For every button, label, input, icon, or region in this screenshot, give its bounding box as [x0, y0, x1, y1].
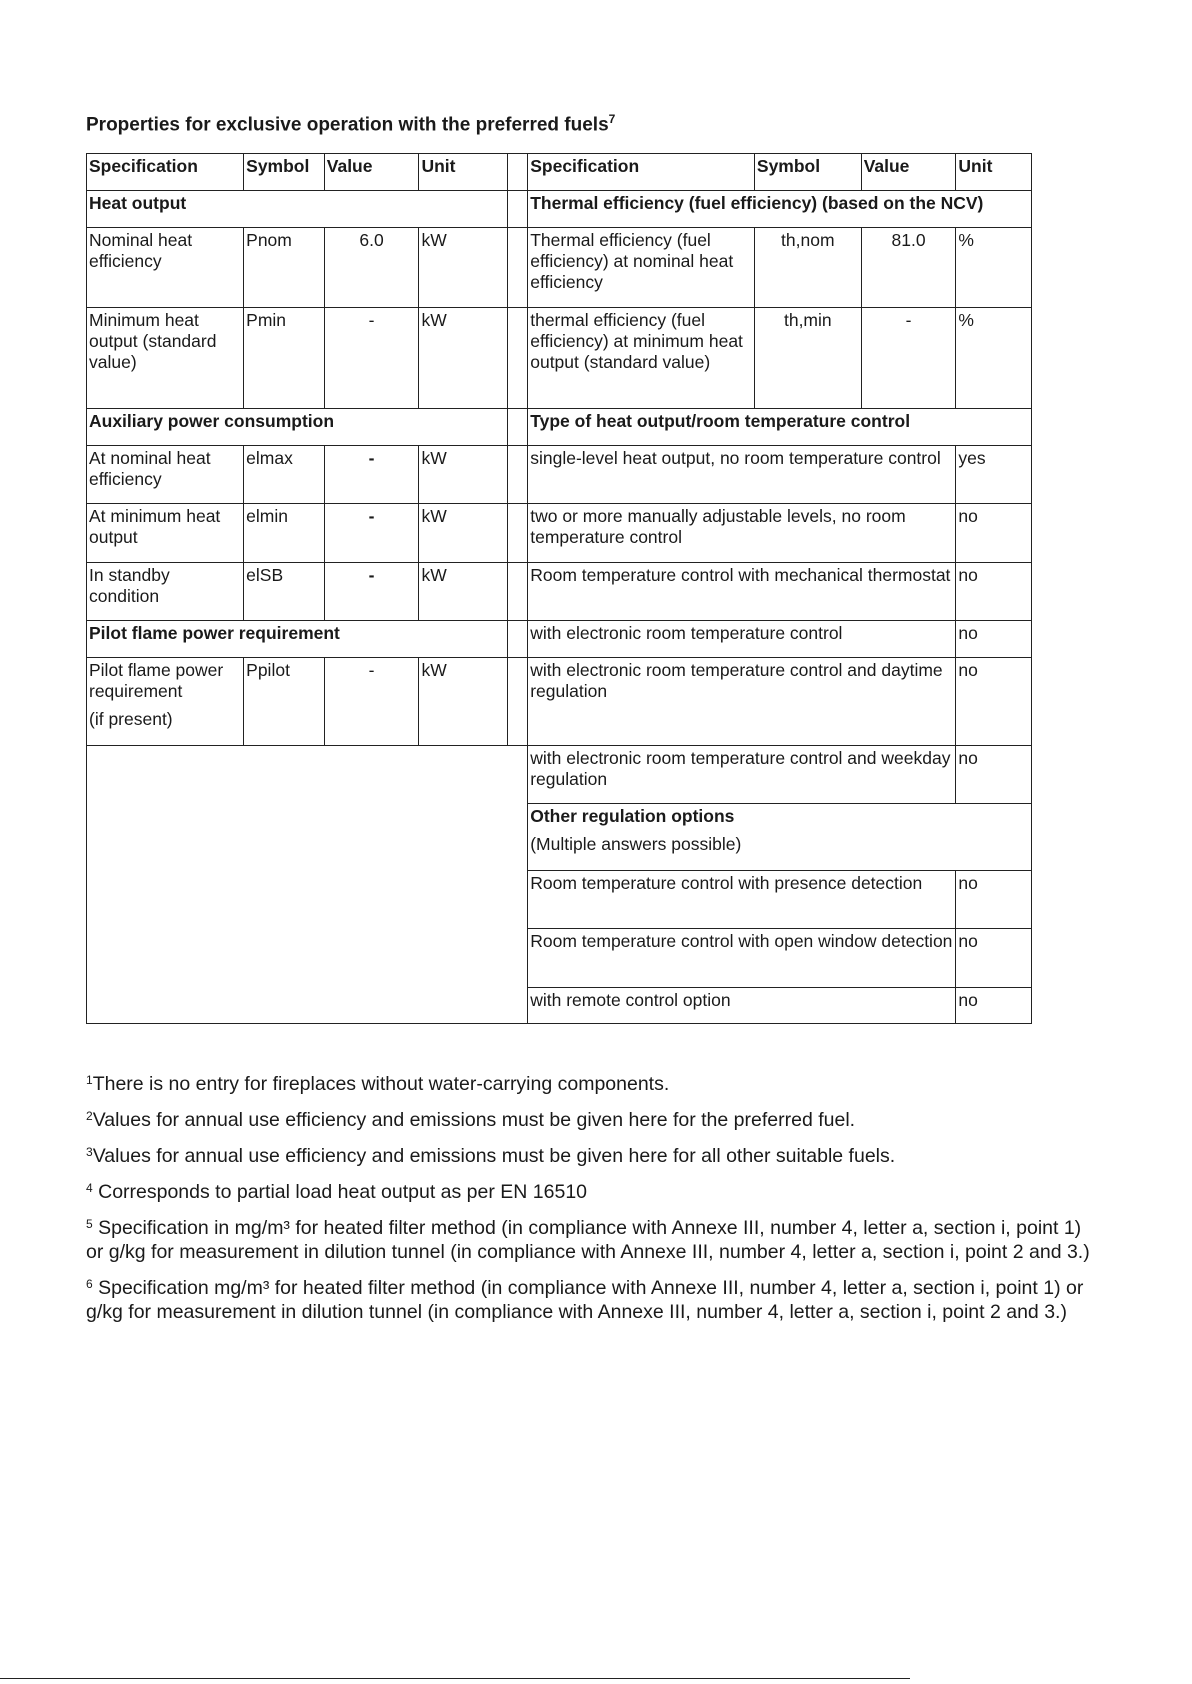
section-heat-output: Heat output [87, 191, 508, 228]
section-room-temperature-control: Type of heat output/room temperature control [528, 409, 1032, 446]
header-specification: Specification [87, 154, 244, 191]
column-gap [508, 504, 528, 563]
spec-cell: In standby condition [87, 563, 244, 621]
unit-cell: kW [419, 308, 508, 409]
control-option-label: with electronic room temperature control and daytime regulation [528, 658, 956, 746]
control-option-value: no [956, 504, 1032, 563]
section-pilot-flame: Pilot flame power requirement [87, 621, 508, 658]
footnote-number: 1 [86, 1073, 93, 1087]
footnote-number: 3 [86, 1145, 93, 1159]
control-option-value: no [956, 563, 1032, 621]
control-option-value: no [956, 746, 1032, 804]
column-gap [508, 228, 528, 308]
control-option-label: with remote control option [528, 988, 956, 1024]
control-option-label: Room temperature control with presence detection [528, 871, 956, 929]
control-option-value: no [956, 929, 1032, 988]
spec-cell: Thermal efficiency (fuel efficiency) at nominal heat efficiency [528, 228, 755, 308]
symbol-cell: th,nom [754, 228, 861, 308]
value-cell: 6.0 [324, 228, 419, 308]
control-option-label: two or more manually adjustable levels, no room temperature control [528, 504, 956, 563]
control-option-label: with electronic room temperature control [528, 621, 956, 658]
other-options-title: Other regulation options [530, 806, 735, 826]
footnote [86, 1212, 1096, 1264]
footnote [86, 1272, 1096, 1324]
unit-cell: kW [419, 446, 508, 504]
symbol-cell: th,min [754, 308, 861, 409]
table-header-row [87, 154, 1032, 191]
column-gap [508, 308, 528, 409]
footnote [86, 1068, 1096, 1096]
properties-table [86, 153, 1032, 1024]
other-regulation-options [528, 804, 1032, 871]
value-cell: - [861, 308, 956, 409]
footnote-ref: 7 [608, 112, 616, 126]
symbol-cell: Pnom [244, 228, 325, 308]
footnote [86, 1176, 1096, 1204]
control-option-value: no [956, 621, 1032, 658]
value-cell: - [324, 563, 419, 621]
control-option-label: Room temperature control with open window detection [528, 929, 956, 988]
other-options-note: (Multiple answers possible) [530, 834, 742, 854]
control-option-label: with electronic room temperature control and weekday regulation [528, 746, 956, 804]
table-row [87, 228, 1032, 308]
column-gap [508, 154, 528, 191]
section-auxiliary-power: Auxiliary power consumption [87, 409, 508, 446]
footnote [86, 1140, 1096, 1168]
footnotes [86, 1068, 1096, 1332]
footnote-text: Values for annual use efficiency and emissions must be given here for all other suitable fuels. [92, 1145, 896, 1167]
header-value: Value [861, 154, 956, 191]
footnote [86, 1104, 1096, 1132]
table-row [87, 504, 1032, 563]
header-symbol: Symbol [754, 154, 861, 191]
footnote-number: 6 [86, 1277, 93, 1291]
header-unit: Unit [956, 154, 1032, 191]
table-row [87, 446, 1032, 504]
footnote-text: Specification mg/m³ for heated filter method (in compliance with Annexe III, number 4, letter a, section i, point 1) or g/kg for measurement in dilution tunnel (in compliance with Annexe III, number 4, letter a, section i, point 2 and 3.) [86, 1277, 1084, 1323]
symbol-cell: elSB [244, 563, 325, 621]
control-option-value: no [956, 871, 1032, 929]
symbol-cell: elmax [244, 446, 325, 504]
footnote-number: 2 [86, 1109, 93, 1123]
symbol-cell: Ppilot [244, 658, 325, 746]
value-cell: - [324, 308, 419, 409]
spec-cell: At nominal heat efficiency [87, 446, 244, 504]
header-specification: Specification [528, 154, 755, 191]
column-gap [508, 409, 528, 446]
symbol-cell: Pmin [244, 308, 325, 409]
page-title: Properties for exclusive operation with the preferred fuels$^7$ [86, 112, 616, 136]
column-gap [508, 658, 528, 746]
unit-cell: kW [419, 228, 508, 308]
unit-cell: % [956, 308, 1032, 409]
control-option-value: yes [956, 446, 1032, 504]
spec-cell [87, 658, 244, 746]
footnote-text: There is no entry for fireplaces without water-carrying components. [92, 1073, 670, 1095]
control-option-label: Room temperature control with mechanical thermostat [528, 563, 956, 621]
symbol-cell: elmin [244, 504, 325, 563]
spec-note: (if present) [89, 709, 173, 729]
blank-cell [87, 746, 528, 1024]
footnote-text: Corresponds to partial load heat output as per EN 16510 [92, 1181, 588, 1203]
header-value: Value [324, 154, 419, 191]
unit-cell: kW [419, 563, 508, 621]
column-gap [508, 563, 528, 621]
spec-cell: Minimum heat output (standard value) [87, 308, 244, 409]
control-option-label: single-level heat output, no room temperature control [528, 446, 956, 504]
footnote-number: 4 [86, 1181, 93, 1195]
unit-cell: kW [419, 658, 508, 746]
value-cell: - [324, 504, 419, 563]
footnote-number: 5 [86, 1217, 93, 1231]
value-cell: - [324, 658, 419, 746]
spec-cell: Nominal heat efficiency [87, 228, 244, 308]
table-row [87, 308, 1032, 409]
value-cell: - [324, 446, 419, 504]
table-row [87, 621, 1032, 658]
header-symbol: Symbol [244, 154, 325, 191]
table-row [87, 191, 1032, 228]
value-cell: 81.0 [861, 228, 956, 308]
spec-cell: At minimum heat output [87, 504, 244, 563]
footnote-text: Specification in mg/m³ for heated filter method (in compliance with Annexe III, number 4, letter a, section i, point 1) or g/kg for measurement in dilution tunnel (in compliance with Annexe III, number 4, letter a, section i, point 2 and 3.) [86, 1217, 1090, 1263]
spec-cell: thermal efficiency (fuel efficiency) at minimum heat output (standard value) [528, 308, 755, 409]
column-gap [508, 621, 528, 658]
control-option-value: no [956, 658, 1032, 746]
column-gap [508, 446, 528, 504]
column-gap [508, 191, 528, 228]
header-unit: Unit [419, 154, 508, 191]
table-row [87, 746, 1032, 804]
table-row [87, 409, 1032, 446]
table-row [87, 658, 1032, 746]
control-option-value: no [956, 988, 1032, 1024]
table-row [87, 563, 1032, 621]
page-bottom-rule [0, 1678, 910, 1679]
unit-cell: % [956, 228, 1032, 308]
section-thermal-efficiency: Thermal efficiency (fuel efficiency) (based on the NCV) [528, 191, 1032, 228]
unit-cell: kW [419, 504, 508, 563]
spec-text: Pilot flame power requirement [89, 660, 224, 701]
footnote-text: Values for annual use efficiency and emissions must be given here for the preferred fuel. [92, 1109, 856, 1131]
